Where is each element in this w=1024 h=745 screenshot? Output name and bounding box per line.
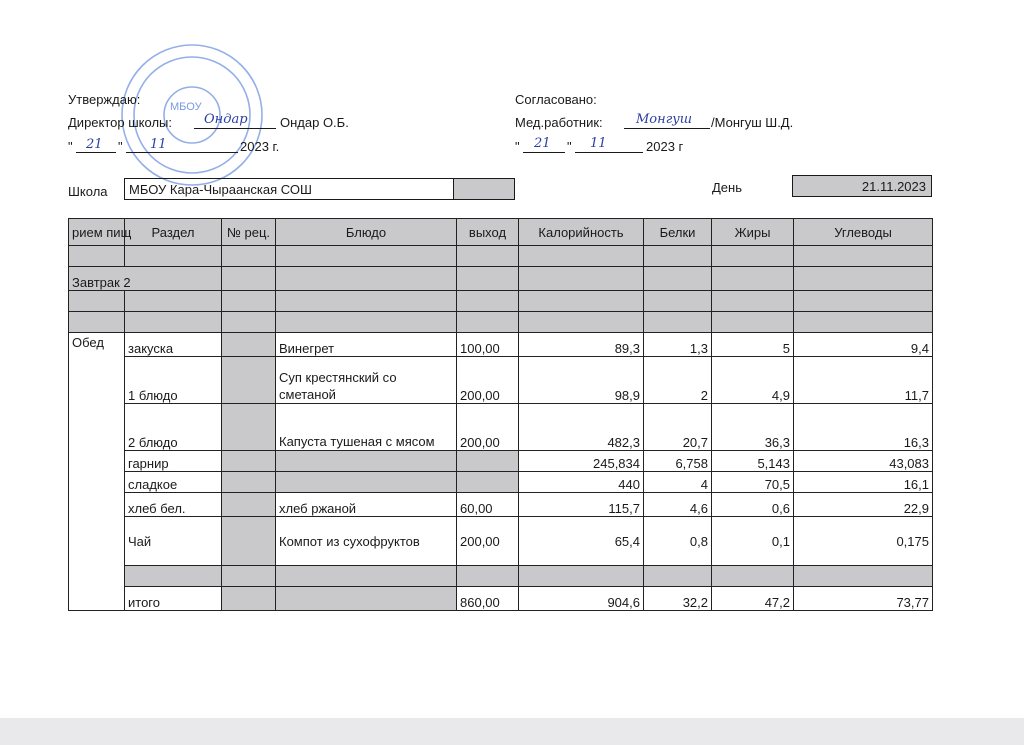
row-dish: Капуста тушеная с мясом	[276, 404, 457, 451]
row-section: Чай	[125, 517, 222, 566]
row-section: сладкое	[125, 472, 222, 493]
med-label: Мед.работник:	[515, 115, 603, 130]
agreed-heading: Согласовано:	[515, 92, 597, 107]
table-row	[69, 404, 933, 451]
med-signature: Монгуш	[636, 112, 693, 127]
row-calories: 98,9	[519, 357, 644, 404]
row-calories: 440	[519, 472, 644, 493]
row-dish: Винегрет	[276, 333, 457, 357]
row-carbs: 43,083	[794, 451, 933, 472]
row-calories: 65,4	[519, 517, 644, 566]
approve-day-line	[76, 152, 116, 153]
med-name: /Монгуш Ш.Д.	[711, 115, 794, 130]
row-protein: 0,8	[644, 517, 712, 566]
director-label: Директор школы:	[68, 115, 172, 130]
row-output: 100,00	[457, 333, 519, 357]
col-header-dish: Блюдо	[276, 219, 457, 246]
col-header-section: Раздел	[125, 219, 222, 246]
total-protein: 32,2	[644, 587, 712, 611]
col-header-carbs: Углеводы	[794, 219, 933, 246]
row-calories: 482,3	[519, 404, 644, 451]
row-dish: хлеб ржаной	[276, 493, 457, 517]
row-fat: 36,3	[712, 404, 794, 451]
row-fat: 5,143	[712, 451, 794, 472]
row-calories: 89,3	[519, 333, 644, 357]
row-section: гарнир	[125, 451, 222, 472]
breakfast-label: Завтрак 2	[69, 267, 222, 291]
col-header-recipe: № рец.	[222, 219, 276, 246]
row-protein: 6,758	[644, 451, 712, 472]
row-output: 200,00	[457, 357, 519, 404]
col-header-meal: рием пищ	[69, 219, 125, 246]
approve-heading: Утверждаю:	[68, 92, 141, 107]
agreed-month-line	[575, 152, 643, 153]
row-carbs: 22,9	[794, 493, 933, 517]
total-calories: 904,6	[519, 587, 644, 611]
col-header-fat: Жиры	[712, 219, 794, 246]
agreed-year: 2023 г	[646, 139, 684, 154]
table-row-empty	[69, 291, 933, 312]
agreed-day: 21	[534, 136, 551, 151]
row-output: 60,00	[457, 493, 519, 517]
director-signature-line	[194, 128, 276, 129]
table-row-breakfast	[69, 267, 933, 291]
row-protein: 4,6	[644, 493, 712, 517]
row-protein: 1,3	[644, 333, 712, 357]
day-date-box	[792, 175, 932, 197]
table-row	[69, 357, 933, 404]
agreed-date-mid-quote: "	[567, 139, 572, 154]
row-output: 200,00	[457, 404, 519, 451]
director-signature: Ондар	[204, 112, 248, 127]
row-protein: 20,7	[644, 404, 712, 451]
approve-year: 2023 г.	[240, 139, 280, 154]
row-protein: 4	[644, 472, 712, 493]
table-row-total	[69, 587, 933, 611]
scan-bottom-edge	[0, 718, 1024, 745]
approve-date-mid-quote: "	[118, 139, 123, 154]
table-header-row	[69, 219, 933, 246]
table-row	[69, 472, 933, 493]
col-header-calories: Калорийность	[519, 219, 644, 246]
approve-date-open-quote: "	[68, 139, 73, 154]
row-section: хлеб бел.	[125, 493, 222, 517]
school-label: Школа	[68, 184, 108, 199]
agreed-day-line	[523, 152, 565, 153]
table-row	[69, 451, 933, 472]
table-row	[69, 493, 933, 517]
agreed-date-open-quote: "	[515, 139, 520, 154]
school-extra-cell	[453, 178, 515, 200]
row-carbs: 16,1	[794, 472, 933, 493]
row-fat: 0,6	[712, 493, 794, 517]
director-name: Ондар О.Б.	[280, 115, 349, 130]
row-calories: 115,7	[519, 493, 644, 517]
row-protein: 2	[644, 357, 712, 404]
agreed-month: 11	[590, 136, 607, 151]
school-name-box	[124, 178, 454, 200]
row-section: закуска	[125, 333, 222, 357]
total-carbs: 73,77	[794, 587, 933, 611]
row-fat: 0,1	[712, 517, 794, 566]
row-output: 200,00	[457, 517, 519, 566]
table-row-empty	[69, 566, 933, 587]
total-fat: 47,2	[712, 587, 794, 611]
row-carbs: 16,3	[794, 404, 933, 451]
table-row	[69, 333, 933, 357]
stamp-text: МБОУ	[170, 101, 202, 113]
lunch-label: Обед	[69, 333, 125, 611]
approve-day: 21	[86, 137, 103, 152]
table-row-empty	[69, 312, 933, 333]
approve-month-line	[126, 152, 238, 153]
row-fat: 5	[712, 333, 794, 357]
table-row-empty	[69, 246, 933, 267]
row-section: 1 блюдо	[125, 357, 222, 404]
row-dish: Суп крестянский со сметаной	[276, 357, 457, 404]
col-header-output: выход	[457, 219, 519, 246]
row-carbs: 0,175	[794, 517, 933, 566]
row-fat: 70,5	[712, 472, 794, 493]
approve-month: 11	[150, 137, 167, 152]
row-calories: 245,834	[519, 451, 644, 472]
row-fat: 4,9	[712, 357, 794, 404]
med-signature-line	[624, 128, 710, 129]
row-dish: Компот из сухофруктов	[276, 517, 457, 566]
row-carbs: 11,7	[794, 357, 933, 404]
table-row	[69, 517, 933, 566]
col-header-protein: Белки	[644, 219, 712, 246]
total-output: 860,00	[457, 587, 519, 611]
row-carbs: 9,4	[794, 333, 933, 357]
day-date: 21.11.2023	[861, 179, 926, 194]
total-label: итого	[125, 587, 222, 611]
school-name: МБОУ Кара-Чыраанская СОШ	[129, 182, 312, 197]
row-section: 2 блюдо	[125, 404, 222, 451]
day-label: День	[712, 180, 742, 195]
menu-table	[68, 218, 933, 611]
